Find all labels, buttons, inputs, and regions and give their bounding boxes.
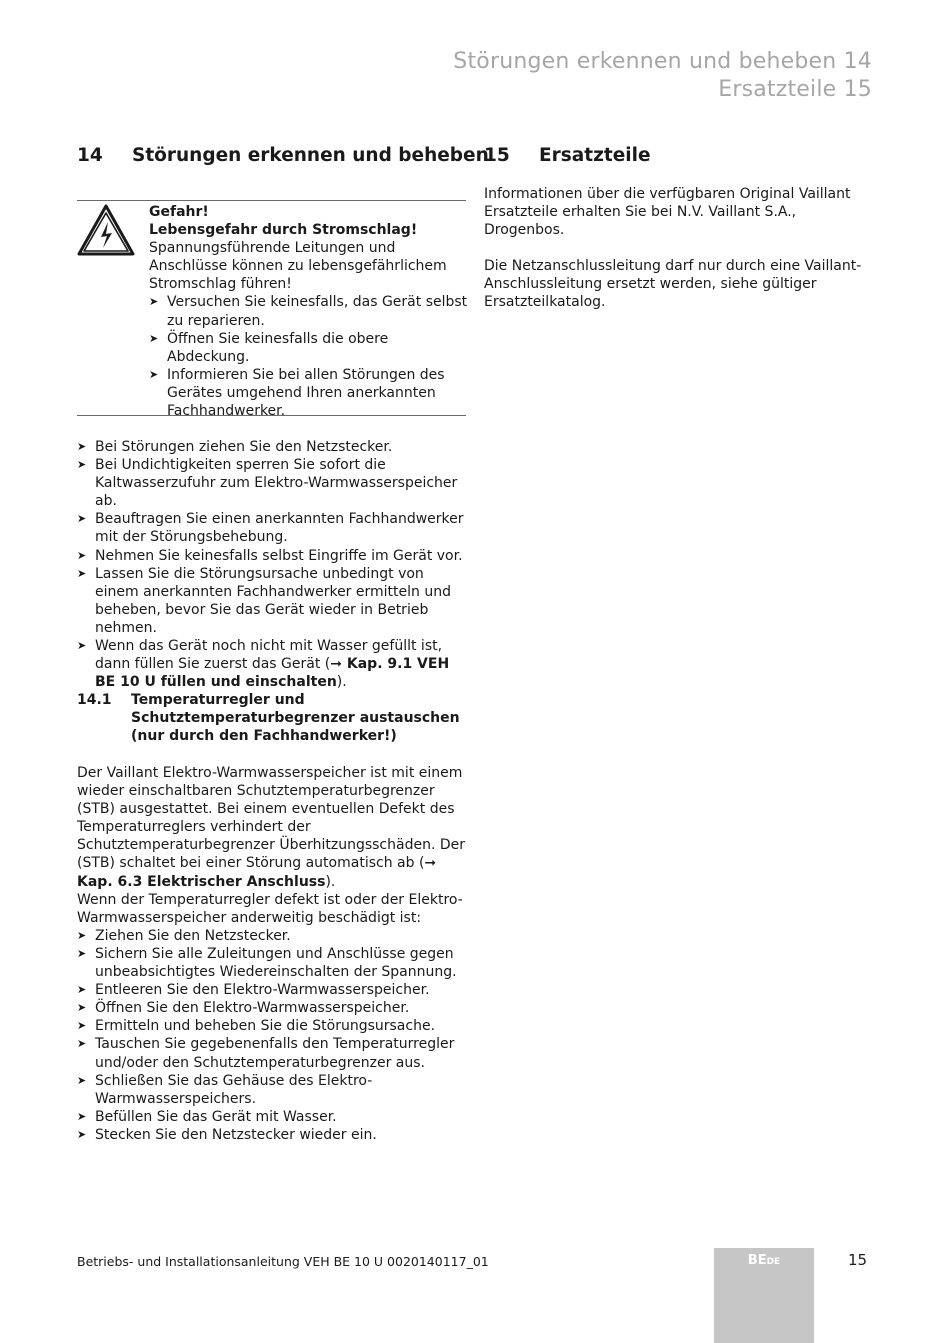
arrow-bullet-icon: ➤ [77,1019,87,1033]
arrow-bullet-icon: ➤ [77,458,87,472]
arrow-bullet-icon: ➤ [77,1001,87,1015]
arrow-bullet-icon: ➤ [77,548,87,562]
footer-document-title: Betriebs- und Installationsanleitung VEH BE 10 U 0020140117_01 [77,1254,489,1269]
section-15-heading [484,144,651,168]
section-15-body [484,185,876,312]
danger-text [149,203,469,420]
section-15-title: Ersatzteile [539,145,651,166]
page-number: 15 [848,1251,868,1269]
danger-description: Spannungsführende Leitungen und Anschlüsse können zu lebensgefährlichem Stromschlag führen! [149,240,447,293]
list-item: ➤ Öffnen Sie den Elektro-Warmwasserspeicher. [77,1000,410,1017]
running-head-line-2: Ersatzteile 15 [718,77,872,102]
list-item: ➤ Entleeren Sie den Elektro-Warmwasserspeicher. [77,982,430,999]
section-15-paragraph-1: Informationen über die verfügbaren Original Vaillant Ersatzteile erhalten Sie bei N.V. Vaillant S.A., Drogenbos. [484,186,851,239]
arrow-bullet-icon: ➤ [77,566,87,580]
danger-label: Gefahr! [149,204,209,220]
list-item: ➤ Bei Störungen ziehen Sie den Netzstecker. [77,439,393,455]
arrow-bullet-icon: ➤ [77,1037,87,1051]
arrow-bullet-icon: ➤ [149,331,159,345]
list-item: ➤ Lassen Sie die Störungsursache unbedingt von einem anerkannten Fachhandwerker ermitteln und beheben, bevor Sie das Gerät wieder in Betrieb nehmen. [77,565,451,636]
cross-reference-link[interactable]: ➞ Kap. 9.1 VEH BE 10 U füllen und einschalten [95,656,450,691]
arrow-bullet-icon: ➤ [149,367,159,381]
section-14-1-body [77,764,467,1144]
list-item: ➤ Stecken Sie den Netzstecker wieder ein. [77,1126,377,1143]
section-14-heading [77,144,489,168]
tab-country: BE [747,1253,767,1268]
running-head-line-1: Störungen erkennen und beheben 14 [453,49,872,74]
high-voltage-warning-icon [77,204,135,256]
list-item: ➤ Beauftragen Sie einen anerkannten Fachhandwerker mit der Störungsbehebung. [77,511,464,546]
list-item: ➤ Ziehen Sie den Netzstecker. [77,927,291,944]
arrow-bullet-icon: ➤ [77,983,87,997]
section-14-steps [77,438,467,691]
arrow-bullet-icon: ➤ [77,639,87,653]
list-item: ➤ Befüllen Sie das Gerät mit Wasser. [77,1108,337,1125]
section-15-number: 15 [484,145,510,166]
arrow-bullet-icon: ➤ [77,1109,87,1123]
list-item: ➤ Bei Undichtigkeiten sperren Sie sofort die Kaltwasserzufuhr zum Elektro-Warmwasserspeicher ab. [77,457,458,510]
list-item: ➤ Ermitteln und beheben Sie die Störungsursache. [77,1018,436,1035]
arrow-bullet-icon: ➤ [77,928,87,942]
list-item: ➤ Sichern Sie alle Zuleitungen und Anschlüsse gegen unbeabsichtigtes Wiedereinschalten der Spannung. [77,945,457,981]
country-language-tab [714,1248,814,1343]
list-item: ➤ Schließen Sie das Gehäuse des Elektro-Warmwasserspeichers. [77,1072,373,1107]
arrow-bullet-icon: ➤ [77,1073,87,1087]
section-14-title: Störungen erkennen und beheben [132,145,489,166]
list-item: ➤ Wenn das Gerät noch nicht mit Wasser gefüllt ist, dann füllen Sie zuerst das Gerät (➞ Kap. 9.1 VEH BE 10 U füllen und einschalten). [77,638,450,691]
section-15-paragraph-2: Die Netzanschlussleitung darf nur durch eine Vaillant-Anschlussleitung ersetzt werden, siehe gültiger Ersatzteilkatalog. [484,258,862,311]
danger-item: ➤ Öffnen Sie keinesfalls die obere Abdeckung. [149,330,389,365]
danger-item: ➤ Informieren Sie bei allen Störungen des Gerätes umgehend Ihren anerkannten Fachhandwerker. [149,366,445,420]
section-14-1-heading [77,691,467,745]
cross-reference-link[interactable]: ➞ Kap. 6.3 Elektrischer Anschluss [77,855,437,890]
section-14-1-steps [77,927,467,1144]
section-14-1-number: 14.1 [77,692,112,708]
arrow-bullet-icon: ➤ [77,1127,87,1141]
section-14-1-intro: Wenn der Temperaturregler defekt ist oder der Elektro-Warmwasserspeicher anderweitig beschädigt ist: [77,891,463,926]
arrow-bullet-icon: ➤ [149,295,159,309]
list-item: ➤ Tauschen Sie gegebenenfalls den Temperaturregler und/oder den Schutztemperaturbegrenzer aus. [77,1036,455,1071]
danger-box [77,200,468,420]
list-item: ➤ Nehmen Sie keinesfalls selbst Eingriffe im Gerät vor. [77,547,463,564]
section-14-1-title: Temperaturregler und Schutztemperaturbegrenzer austauschen (nur durch den Fachhandwerker!) [131,692,460,745]
tab-language: DE [766,1257,781,1267]
arrow-bullet-icon: ➤ [77,440,87,453]
danger-headline: Lebensgefahr durch Stromschlag! [149,222,418,239]
danger-item: ➤ Versuchen Sie keinesfalls, das Gerät selbst zu reparieren. [149,294,468,329]
section-14-1-paragraph: Der Vaillant Elektro-Warmwasserspeicher ist mit einem wieder einschaltbaren Schutztemperaturbegrenzer (STB) ausgestattet. Bei einem eventuellen Defekt des Temperaturreglers verhindert der Schutztemperaturbegrenzer Überhitzungsschäden. Der (STB) schaltet bei einer Störung automatisch ab (➞ Kap. 6.3 Elektrischer Anschluss). [77,765,466,890]
arrow-bullet-icon: ➤ [77,946,87,960]
arrow-bullet-icon: ➤ [77,512,87,526]
section-14-number: 14 [77,145,103,166]
danger-list [149,293,469,420]
running-head [453,48,872,104]
